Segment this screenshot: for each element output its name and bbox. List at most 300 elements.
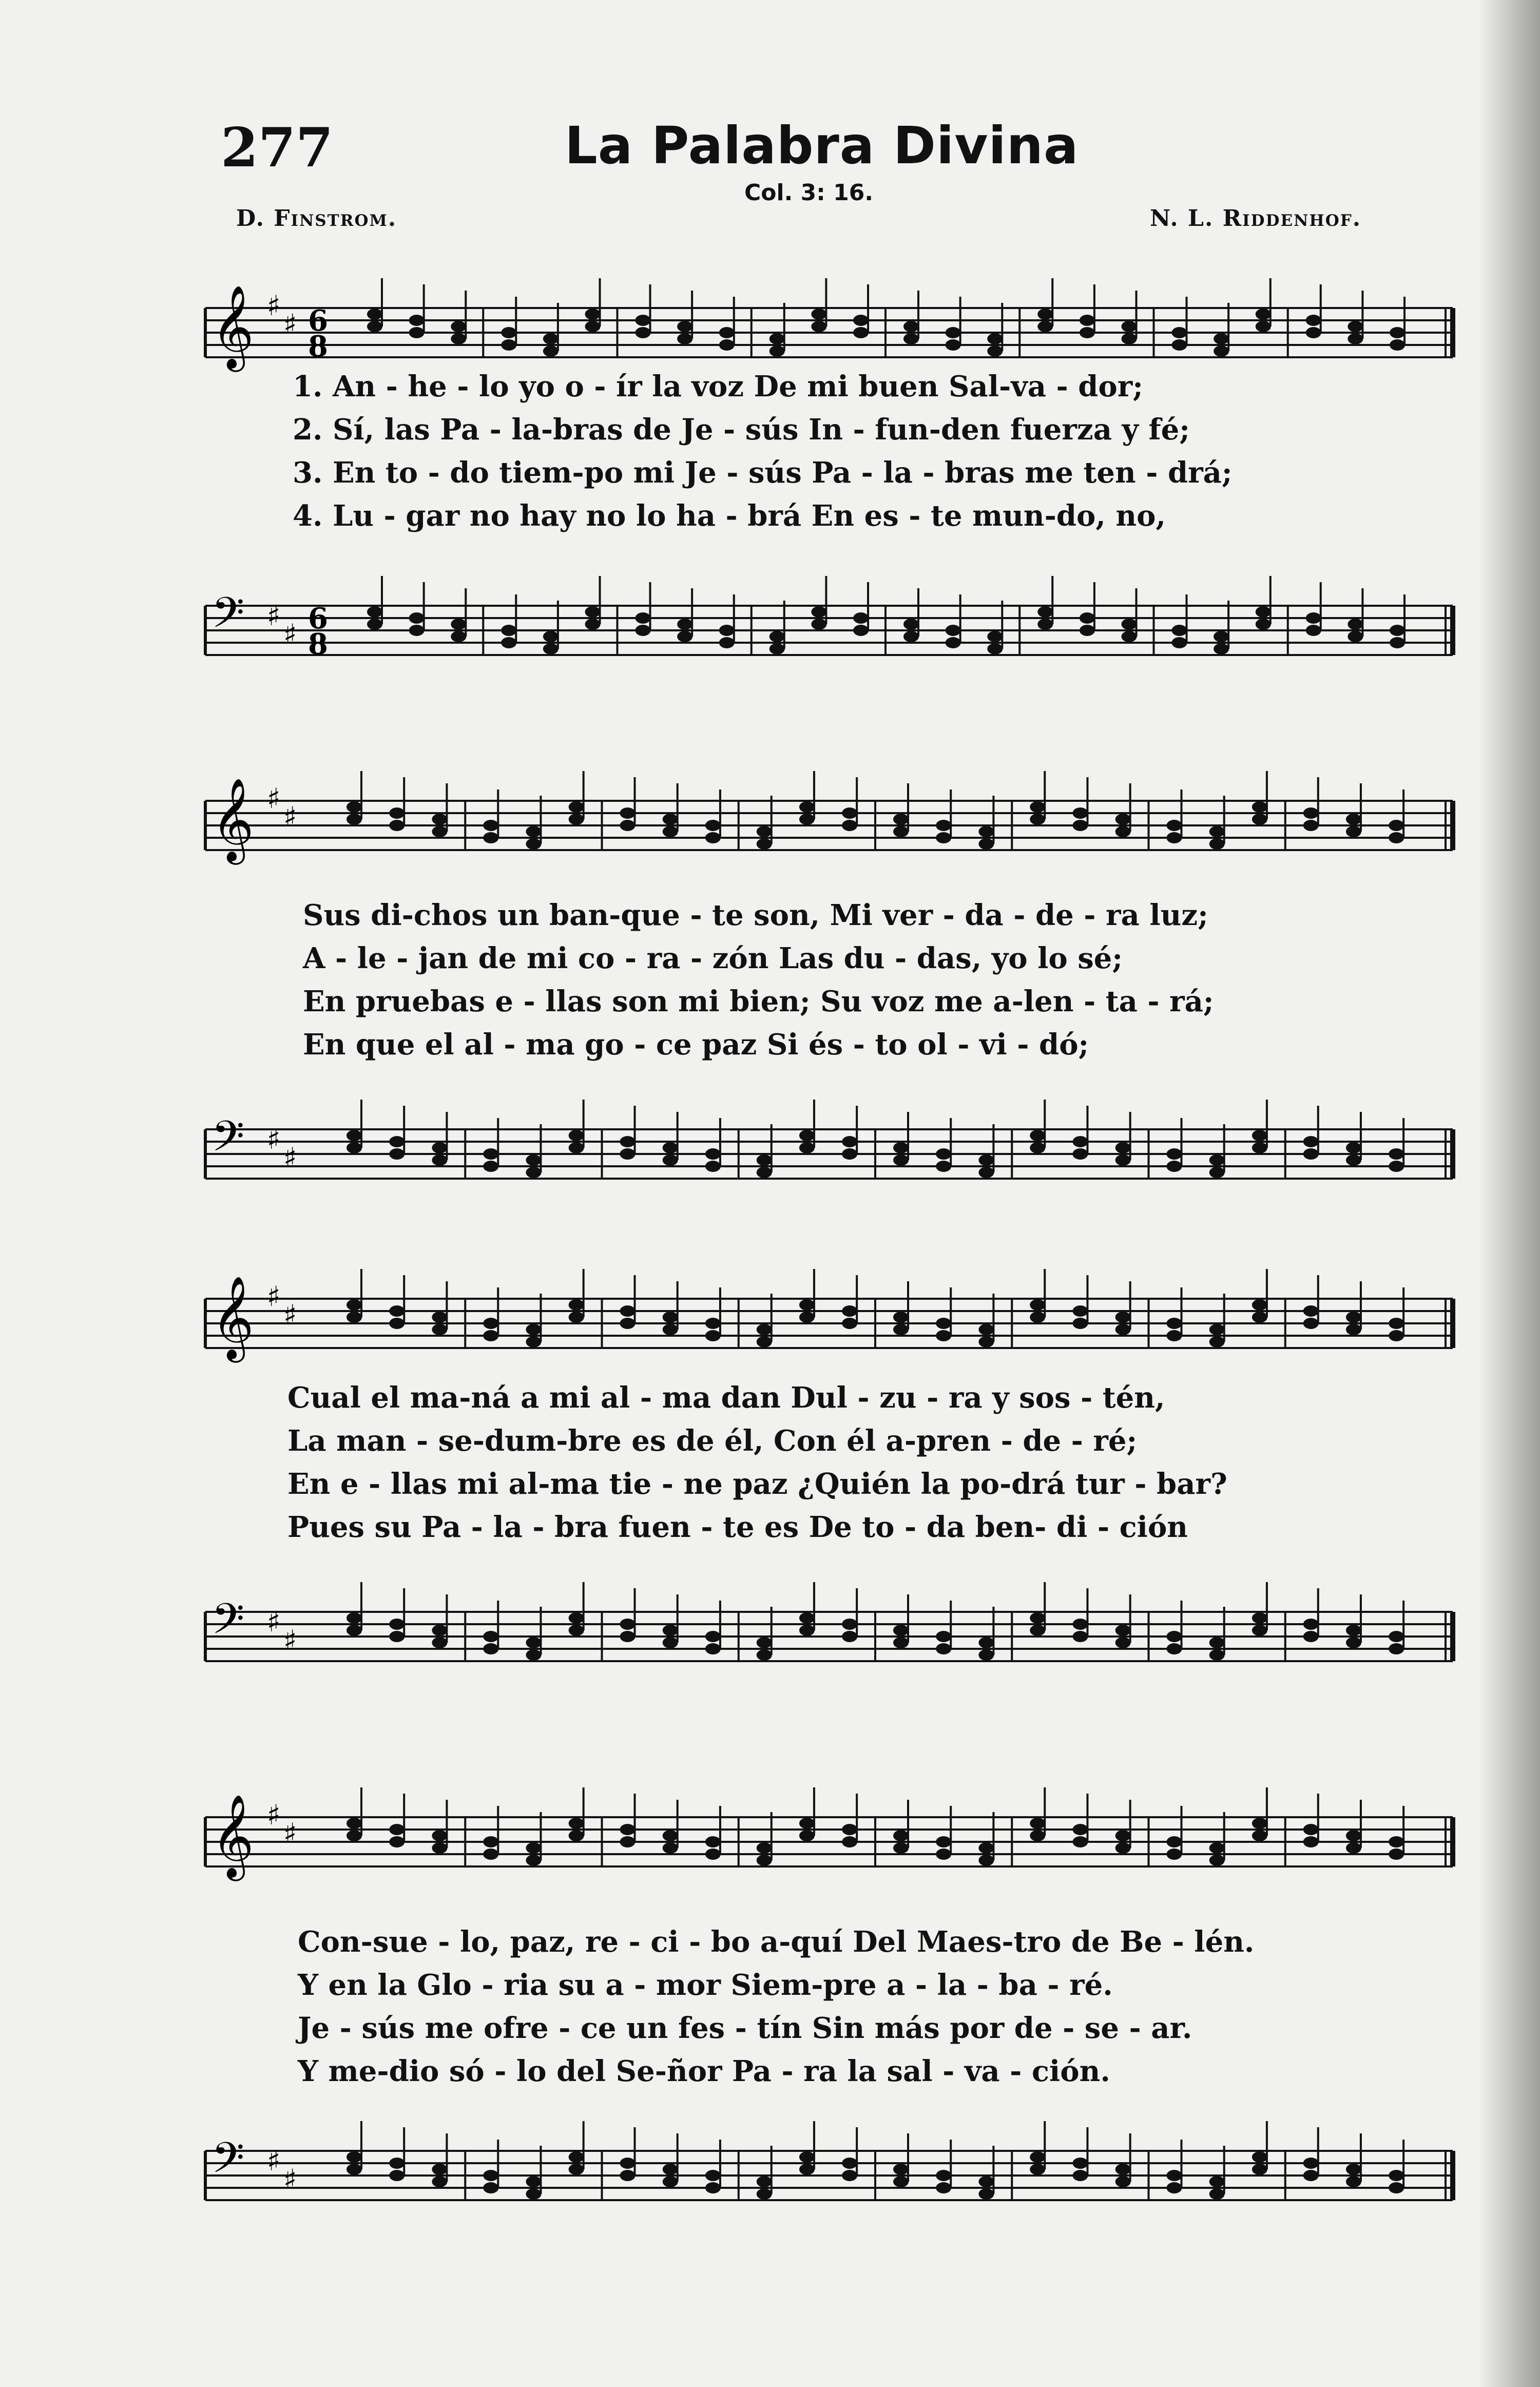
note-head bbox=[1346, 2176, 1361, 2187]
note-head bbox=[1037, 309, 1053, 320]
note-head bbox=[1389, 1643, 1404, 1654]
note-head bbox=[1037, 321, 1053, 332]
note-head bbox=[978, 1336, 994, 1348]
note-head bbox=[389, 1836, 405, 1847]
note-head bbox=[978, 1324, 994, 1335]
note-head bbox=[1115, 1324, 1131, 1335]
note-head bbox=[483, 820, 498, 831]
note-head bbox=[1252, 814, 1267, 825]
note-head bbox=[893, 1830, 909, 1841]
note-head bbox=[1346, 1324, 1361, 1335]
staff-group bbox=[205, 576, 1453, 661]
time-signature-bottom: 8 bbox=[308, 330, 328, 363]
staff-group bbox=[205, 1269, 1453, 1363]
treble-staff-2 bbox=[0, 744, 1540, 893]
note-head bbox=[1122, 321, 1137, 332]
note-head bbox=[705, 1631, 721, 1642]
note-head bbox=[1115, 1842, 1131, 1854]
note-head bbox=[620, 820, 636, 831]
note-head bbox=[1389, 1148, 1404, 1160]
note-head bbox=[346, 1130, 362, 1141]
note-head bbox=[663, 1830, 678, 1841]
note-head bbox=[1256, 321, 1271, 332]
staff-group bbox=[205, 771, 1453, 865]
note-head bbox=[1030, 1818, 1045, 1829]
note-head bbox=[1030, 2164, 1045, 2175]
note-head bbox=[978, 2176, 994, 2187]
sharp-icon: ♯ bbox=[283, 1624, 297, 1657]
note-head bbox=[620, 1619, 636, 1630]
lyric-text: En pruebas e - llas son mi bien; Su voz me a-len - ta - rá; bbox=[303, 985, 1214, 1018]
verse-line bbox=[0, 1424, 1540, 1467]
note-head bbox=[842, 1824, 857, 1835]
note-head bbox=[757, 1855, 772, 1866]
note-head bbox=[757, 2176, 772, 2187]
note-head bbox=[1303, 2170, 1319, 2181]
note-head bbox=[978, 1154, 994, 1166]
note-head bbox=[799, 1612, 815, 1624]
note-head bbox=[769, 643, 785, 654]
note-head bbox=[936, 1849, 951, 1860]
note-head bbox=[987, 333, 1003, 344]
note-head bbox=[1030, 814, 1045, 825]
note-head bbox=[636, 327, 651, 338]
note-head bbox=[620, 1318, 636, 1329]
note-head bbox=[1390, 327, 1405, 338]
note-head bbox=[1080, 315, 1095, 326]
note-head bbox=[1037, 619, 1053, 630]
note-head bbox=[705, 1330, 721, 1341]
note-head bbox=[585, 619, 601, 630]
note-head bbox=[987, 345, 1003, 357]
note-head bbox=[1303, 1305, 1319, 1317]
note-head bbox=[1214, 333, 1229, 344]
note-head bbox=[526, 1336, 541, 1348]
note-head bbox=[1122, 631, 1137, 642]
note-head bbox=[811, 606, 826, 618]
music-system-2 bbox=[0, 744, 1540, 1196]
note-head bbox=[432, 1842, 447, 1854]
note-head bbox=[705, 1849, 721, 1860]
sharp-icon: ♯ bbox=[283, 2163, 297, 2196]
note-head bbox=[1389, 1318, 1404, 1329]
note-head bbox=[1303, 807, 1319, 819]
note-head bbox=[1303, 820, 1319, 831]
note-head bbox=[432, 1830, 447, 1841]
note-head bbox=[409, 625, 425, 636]
note-head bbox=[936, 1836, 951, 1847]
note-head bbox=[663, 1637, 678, 1648]
note-head bbox=[1303, 1136, 1319, 1147]
note-head bbox=[1303, 1318, 1319, 1329]
note-head bbox=[543, 643, 559, 654]
note-head bbox=[893, 1842, 909, 1854]
staff-group bbox=[205, 2121, 1453, 2200]
note-head bbox=[853, 612, 869, 624]
note-head bbox=[451, 333, 466, 344]
note-head bbox=[893, 1154, 909, 1166]
sharp-icon: ♯ bbox=[283, 1142, 297, 1174]
note-head bbox=[1030, 1130, 1045, 1141]
note-head bbox=[769, 345, 785, 357]
note-head bbox=[946, 637, 961, 648]
staff-group bbox=[205, 1787, 1453, 1881]
note-head bbox=[936, 2170, 951, 2181]
note-head bbox=[842, 1148, 857, 1160]
note-head bbox=[1389, 820, 1404, 831]
note-head bbox=[483, 832, 498, 843]
note-head bbox=[620, 1836, 636, 1847]
note-head bbox=[432, 826, 447, 837]
note-head bbox=[346, 1142, 362, 1153]
note-head bbox=[705, 2170, 721, 2181]
lyric-text: 3. En to - do tiem-po mi Je - sús Pa - la - bras me ten - drá; bbox=[293, 456, 1233, 490]
note-head bbox=[757, 1336, 772, 1348]
note-head bbox=[1030, 801, 1045, 813]
bass-staff-2 bbox=[0, 1063, 1540, 1217]
note-head bbox=[1252, 2151, 1267, 2163]
note-head bbox=[1252, 1612, 1267, 1624]
note-head bbox=[893, 1625, 909, 1636]
note-head bbox=[663, 826, 678, 837]
note-head bbox=[1167, 2170, 1182, 2181]
sharp-icon: ♯ bbox=[283, 801, 297, 833]
note-head bbox=[757, 838, 772, 850]
time-signature-bottom: 8 bbox=[308, 627, 328, 661]
note-head bbox=[1167, 1148, 1182, 1160]
note-head bbox=[1346, 826, 1361, 837]
note-head bbox=[1346, 2164, 1361, 2175]
note-head bbox=[663, 1312, 678, 1323]
note-head bbox=[1209, 1637, 1225, 1648]
note-head bbox=[1030, 2151, 1045, 2163]
note-head bbox=[757, 1842, 772, 1854]
note-head bbox=[936, 1161, 951, 1172]
note-head bbox=[526, 826, 541, 837]
sharp-icon: ♯ bbox=[283, 618, 297, 650]
note-head bbox=[799, 814, 815, 825]
note-head bbox=[346, 1818, 362, 1829]
note-head bbox=[893, 826, 909, 837]
note-head bbox=[1389, 2182, 1404, 2193]
note-head bbox=[346, 2151, 362, 2163]
note-head bbox=[451, 631, 466, 642]
note-head bbox=[483, 1330, 498, 1341]
note-head bbox=[978, 1855, 994, 1866]
treble-staff-3 bbox=[0, 1253, 1540, 1386]
note-head bbox=[757, 1649, 772, 1661]
note-head bbox=[1209, 826, 1225, 837]
note-head bbox=[1389, 2170, 1404, 2181]
note-head bbox=[636, 612, 651, 624]
note-head bbox=[799, 1299, 815, 1311]
note-head bbox=[663, 1324, 678, 1335]
lyric-text: La man - se-dum-bre es de él, Con él a-pren - de - ré; bbox=[287, 1424, 1138, 1458]
note-head bbox=[569, 1299, 584, 1311]
note-head bbox=[1252, 1312, 1267, 1323]
note-head bbox=[1389, 1849, 1404, 1860]
verse-line bbox=[0, 370, 1540, 413]
note-head bbox=[620, 807, 636, 819]
note-head bbox=[526, 838, 541, 850]
note-head bbox=[1072, 1136, 1088, 1147]
lyric-text: A - le - jan de mi co - ra - zón Las du - das, yo lo sé; bbox=[303, 941, 1123, 975]
note-head bbox=[1115, 1637, 1131, 1648]
note-head bbox=[677, 631, 692, 642]
note-head bbox=[432, 2164, 447, 2175]
note-head bbox=[946, 625, 961, 636]
bass-staff-4 bbox=[0, 2084, 1540, 2254]
note-head bbox=[936, 1330, 951, 1341]
note-head bbox=[569, 1130, 584, 1141]
note-head bbox=[569, 1612, 584, 1624]
note-head bbox=[936, 1631, 951, 1642]
note-head bbox=[620, 1136, 636, 1147]
note-head bbox=[1256, 309, 1271, 320]
note-head bbox=[1303, 1148, 1319, 1160]
note-head bbox=[620, 1631, 636, 1642]
lyric-text: 1. An - he - lo yo o - ír la voz De mi buen Sal-va - dor; bbox=[293, 370, 1143, 403]
lyric-text: En que el al - ma go - ce paz Si és - to ol - vi - dó; bbox=[303, 1028, 1089, 1062]
note-head bbox=[409, 327, 425, 338]
note-head bbox=[543, 345, 559, 357]
verse-line bbox=[0, 2011, 1540, 2054]
note-head bbox=[1072, 1148, 1088, 1160]
note-head bbox=[936, 1148, 951, 1160]
note-head bbox=[432, 1324, 447, 1335]
note-head bbox=[853, 315, 869, 326]
note-head bbox=[543, 333, 559, 344]
note-head bbox=[501, 339, 516, 351]
note-head bbox=[1252, 1625, 1267, 1636]
note-head bbox=[1072, 1836, 1088, 1847]
note-head bbox=[677, 333, 692, 344]
note-head bbox=[1115, 1830, 1131, 1841]
note-head bbox=[946, 327, 961, 338]
note-head bbox=[978, 826, 994, 837]
sharp-icon: ♯ bbox=[267, 1799, 281, 1831]
note-head bbox=[978, 838, 994, 850]
note-head bbox=[432, 2176, 447, 2187]
note-head bbox=[483, 1148, 498, 1160]
verse-line bbox=[0, 898, 1540, 941]
note-head bbox=[1167, 1318, 1182, 1329]
note-head bbox=[346, 1312, 362, 1323]
sharp-icon: ♯ bbox=[283, 308, 297, 340]
note-head bbox=[757, 1637, 772, 1648]
note-head bbox=[1389, 1631, 1404, 1642]
note-head bbox=[346, 1625, 362, 1636]
sharp-icon: ♯ bbox=[267, 1280, 281, 1313]
lyricist-credit: N. L. Riddenhof. bbox=[1150, 205, 1362, 232]
note-head bbox=[432, 1142, 447, 1153]
sharp-icon: ♯ bbox=[283, 1817, 297, 1850]
note-head bbox=[569, 1625, 584, 1636]
note-head bbox=[842, 820, 857, 831]
note-head bbox=[663, 2164, 678, 2175]
note-head bbox=[757, 826, 772, 837]
note-head bbox=[346, 1612, 362, 1624]
note-head bbox=[483, 1318, 498, 1329]
note-head bbox=[1209, 1855, 1225, 1866]
note-head bbox=[663, 814, 678, 825]
note-head bbox=[367, 321, 382, 332]
note-head bbox=[346, 2164, 362, 2175]
note-head bbox=[811, 619, 826, 630]
note-head bbox=[1072, 807, 1088, 819]
note-head bbox=[526, 1649, 541, 1661]
note-head bbox=[389, 1824, 405, 1835]
note-head bbox=[705, 820, 721, 831]
note-head bbox=[1080, 625, 1095, 636]
note-head bbox=[1115, 2176, 1131, 2187]
note-head bbox=[1256, 606, 1271, 618]
note-head bbox=[1167, 1330, 1182, 1341]
note-head bbox=[842, 1136, 857, 1147]
verse-line bbox=[0, 985, 1540, 1028]
note-head bbox=[893, 1142, 909, 1153]
note-head bbox=[1115, 1142, 1131, 1153]
lyric-text: Pues su Pa - la - bra fuen - te es De to - da ben- di - ción bbox=[287, 1510, 1188, 1544]
note-head bbox=[1209, 1154, 1225, 1166]
note-head bbox=[1346, 1637, 1361, 1648]
note-head bbox=[389, 1318, 405, 1329]
note-head bbox=[842, 2170, 857, 2181]
note-head bbox=[842, 1631, 857, 1642]
sharp-icon: ♯ bbox=[267, 600, 281, 632]
verse-line bbox=[0, 941, 1540, 985]
note-head bbox=[1306, 315, 1321, 326]
note-head bbox=[483, 2182, 498, 2193]
note-head bbox=[636, 625, 651, 636]
note-head bbox=[719, 637, 735, 648]
note-head bbox=[1167, 1643, 1182, 1654]
note-head bbox=[903, 333, 919, 344]
verse-line bbox=[0, 1510, 1540, 1553]
note-head bbox=[432, 1637, 447, 1648]
note-head bbox=[936, 820, 951, 831]
sharp-icon: ♯ bbox=[267, 1606, 281, 1638]
note-head bbox=[1346, 814, 1361, 825]
note-head bbox=[346, 814, 362, 825]
note-head bbox=[705, 2182, 721, 2193]
note-head bbox=[1172, 327, 1187, 338]
note-head bbox=[987, 643, 1003, 654]
verse-line bbox=[0, 1381, 1540, 1424]
note-head bbox=[451, 321, 466, 332]
note-head bbox=[389, 1305, 405, 1317]
note-head bbox=[526, 2188, 541, 2200]
note-head bbox=[663, 1154, 678, 1166]
bass-clef-icon: 𝄢 bbox=[211, 588, 245, 648]
note-head bbox=[1030, 1625, 1045, 1636]
note-head bbox=[719, 625, 735, 636]
note-head bbox=[1072, 1824, 1088, 1835]
note-head bbox=[1115, 1312, 1131, 1323]
note-head bbox=[1348, 619, 1363, 630]
note-head bbox=[389, 1631, 405, 1642]
note-head bbox=[1030, 1830, 1045, 1841]
lyric-text: Y en la Glo - ria su a - mor Siem-pre a - la - ba - ré. bbox=[298, 1968, 1113, 2002]
note-head bbox=[1252, 1142, 1267, 1153]
note-head bbox=[1115, 1625, 1131, 1636]
note-head bbox=[367, 619, 382, 630]
note-head bbox=[1167, 1836, 1182, 1847]
note-head bbox=[409, 315, 425, 326]
note-head bbox=[677, 619, 692, 630]
note-head bbox=[1115, 1154, 1131, 1166]
note-head bbox=[663, 1142, 678, 1153]
note-head bbox=[636, 315, 651, 326]
note-head bbox=[1252, 1830, 1267, 1841]
note-head bbox=[1115, 2164, 1131, 2175]
note-head bbox=[1030, 1299, 1045, 1311]
note-head bbox=[1306, 625, 1321, 636]
note-head bbox=[769, 333, 785, 344]
music-system-1 bbox=[0, 262, 1540, 698]
note-head bbox=[799, 1818, 815, 1829]
note-head bbox=[978, 1637, 994, 1648]
note-head bbox=[1256, 619, 1271, 630]
note-head bbox=[663, 1625, 678, 1636]
note-head bbox=[799, 1830, 815, 1841]
note-head bbox=[893, 1324, 909, 1335]
note-head bbox=[451, 619, 466, 630]
note-head bbox=[1389, 832, 1404, 843]
note-head bbox=[432, 1312, 447, 1323]
note-head bbox=[799, 1625, 815, 1636]
note-head bbox=[1030, 1142, 1045, 1153]
note-head bbox=[1072, 1305, 1088, 1317]
verse-line bbox=[0, 1467, 1540, 1510]
note-head bbox=[1389, 1330, 1404, 1341]
lyric-text: Sus di-chos un ban-que - te son, Mi ver - da - de - ra luz; bbox=[303, 898, 1208, 932]
treble-clef-icon: 𝄞 bbox=[211, 1794, 254, 1878]
note-head bbox=[1115, 814, 1131, 825]
note-head bbox=[1252, 1299, 1267, 1311]
note-head bbox=[501, 637, 516, 648]
note-head bbox=[1209, 1649, 1225, 1661]
note-head bbox=[620, 1148, 636, 1160]
note-head bbox=[719, 339, 735, 351]
note-head bbox=[1209, 1167, 1225, 1178]
note-head bbox=[842, 1836, 857, 1847]
note-head bbox=[1037, 606, 1053, 618]
note-head bbox=[569, 2151, 584, 2163]
note-head bbox=[346, 801, 362, 813]
verse-line bbox=[0, 413, 1540, 456]
note-head bbox=[903, 321, 919, 332]
note-head bbox=[1072, 1619, 1088, 1630]
verse-line bbox=[0, 1925, 1540, 1968]
note-head bbox=[1303, 1836, 1319, 1847]
note-head bbox=[799, 1142, 815, 1153]
note-head bbox=[1209, 1336, 1225, 1348]
note-head bbox=[483, 2170, 498, 2181]
note-head bbox=[799, 2151, 815, 2163]
sharp-icon: ♯ bbox=[267, 1123, 281, 1156]
note-head bbox=[987, 631, 1003, 642]
note-head bbox=[1346, 1830, 1361, 1841]
note-head bbox=[585, 309, 601, 320]
note-head bbox=[1214, 631, 1229, 642]
note-head bbox=[569, 1312, 584, 1323]
note-head bbox=[1072, 2158, 1088, 2169]
staff-group bbox=[205, 1582, 1453, 1661]
note-head bbox=[1390, 339, 1405, 351]
treble-staff-4 bbox=[0, 1761, 1540, 1910]
note-head bbox=[389, 1619, 405, 1630]
